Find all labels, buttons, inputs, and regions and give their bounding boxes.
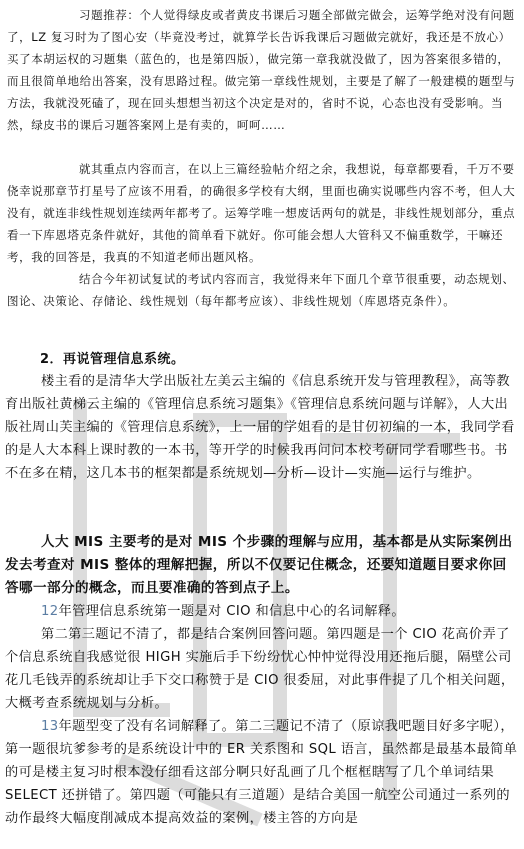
paragraph-case-questions: 第二第三题记不清了，都是结合案例回答问题。第四题是一个 CIO 花高价弄了个信息系统自我感觉很 HIGH 实施后手下纷纷忧心忡忡觉得没用还拖后腿，隔壁公司花几毛钱弄的系统却让手下交口称赞于是 CIO 很委屈，对此事件提了几个相关问题，大概考查系统规划与分析。	[5, 627, 515, 711]
section-heading-mis: 2．再说管理信息系统。	[40, 352, 185, 367]
paragraph-2012-text: 年管理信息系统第一题是对 CIO 和信息中心的名词解释。	[58, 604, 405, 619]
paragraph-mis-books: 楼主看的是清华大学出版社左美云主编的《信息系统开发与管理教程》，高等教育出版社黄梯云主编的《管理信息系统习题集》《管理信息系统问题与详解》，人大出版社周山芙主编的《管理信息系统》，上一届的学姐看的是甘仞初编的一本，我同学看的是人大本科上课时教的一本书，等开学的时候我再问问本校考研同学看哪些书。书不在多在精，这几本书的框架都是系统规划—分析—设计—实施—运行与维护。	[5, 374, 515, 481]
paragraph-mis-focus: 人大 MIS 主要考的是对 MIS 个步骤的理解与应用，基本都是从实际案例出发去考查对 MIS 整体的理解把握，所以不仅要记住概念，还要知道题目要求你回答哪一部分的概念，而且要准确的答到点子上。	[5, 534, 513, 596]
year-label: 13	[41, 719, 59, 734]
paragraph-important-chapters: 结合今年初试复试的考试内容而言，我觉得来年下面几个章节很重要，动态规划、图论、决策论、存储论、线性规划（每年都考应该）、非线性规划（库恩塔克条件）。	[7, 272, 515, 308]
paragraph-2013-exam	[5, 715, 518, 830]
paragraph-exercise-recommendation: 习题推荐：个人觉得绿皮或者黄皮书课后习题全部做完做会，运筹学绝对没有问题了，LZ 复习时为了图心安（毕竟没考过，就算学长告诉我课后习题做完就好，我还是不放心）买了本胡运权的习题集（蓝色的，也是第四版），做完第一章我就没做了，因为答案很多错的，而且很简单地给出答案，没有思路过程。做完第一章线性规划，主要是了解了一般建模的题型与方法，我就没死磕了，现在回头想想当初这个决定是对的，省时不说，心态也没有受影响。当然，绿皮书的课后习题答案网上是有卖的，呵呵……	[7, 8, 516, 132]
paragraph-2013-text: 年题型变了没有名词解释了。第二三题记不清了（原谅我吧题目好多字呢），第一题很坑爹参考的是系统设计中的 ER 关系图和 SQL 语言，虽然都是最基本最简单的可是楼主复习时根本没仔细看这部分啊只好乱画了几个框框瞎写了几个单词结果 SELECT 还拼错了。第四题（可能只有三道题）是结合美国一航空公司通过一系列的动作最终大幅度削减成本提高效益的案例，楼主答的方向是	[5, 719, 518, 826]
paragraph-2012-exam	[5, 600, 518, 623]
year-label: 12	[41, 604, 59, 619]
paragraph-key-content: 就其重点内容而言，在以上三篇经验帖介绍之余，我想说，每章都要看，千万不要侥幸说那章节打星号了应该不用看，的确很多学校有大纲，里面也确实说哪些内容不考，但人大没有，就连非线性规划连续两年都考了。运筹学唯一想废话两句的就是，非线性规划部分，重点看一下库恩塔克条件就好，其他的简单看下就好。你可能会想人大管科又不偏重数学，干嘛还考，我的回答是，我真的不知道老师出题风格。	[7, 162, 516, 264]
